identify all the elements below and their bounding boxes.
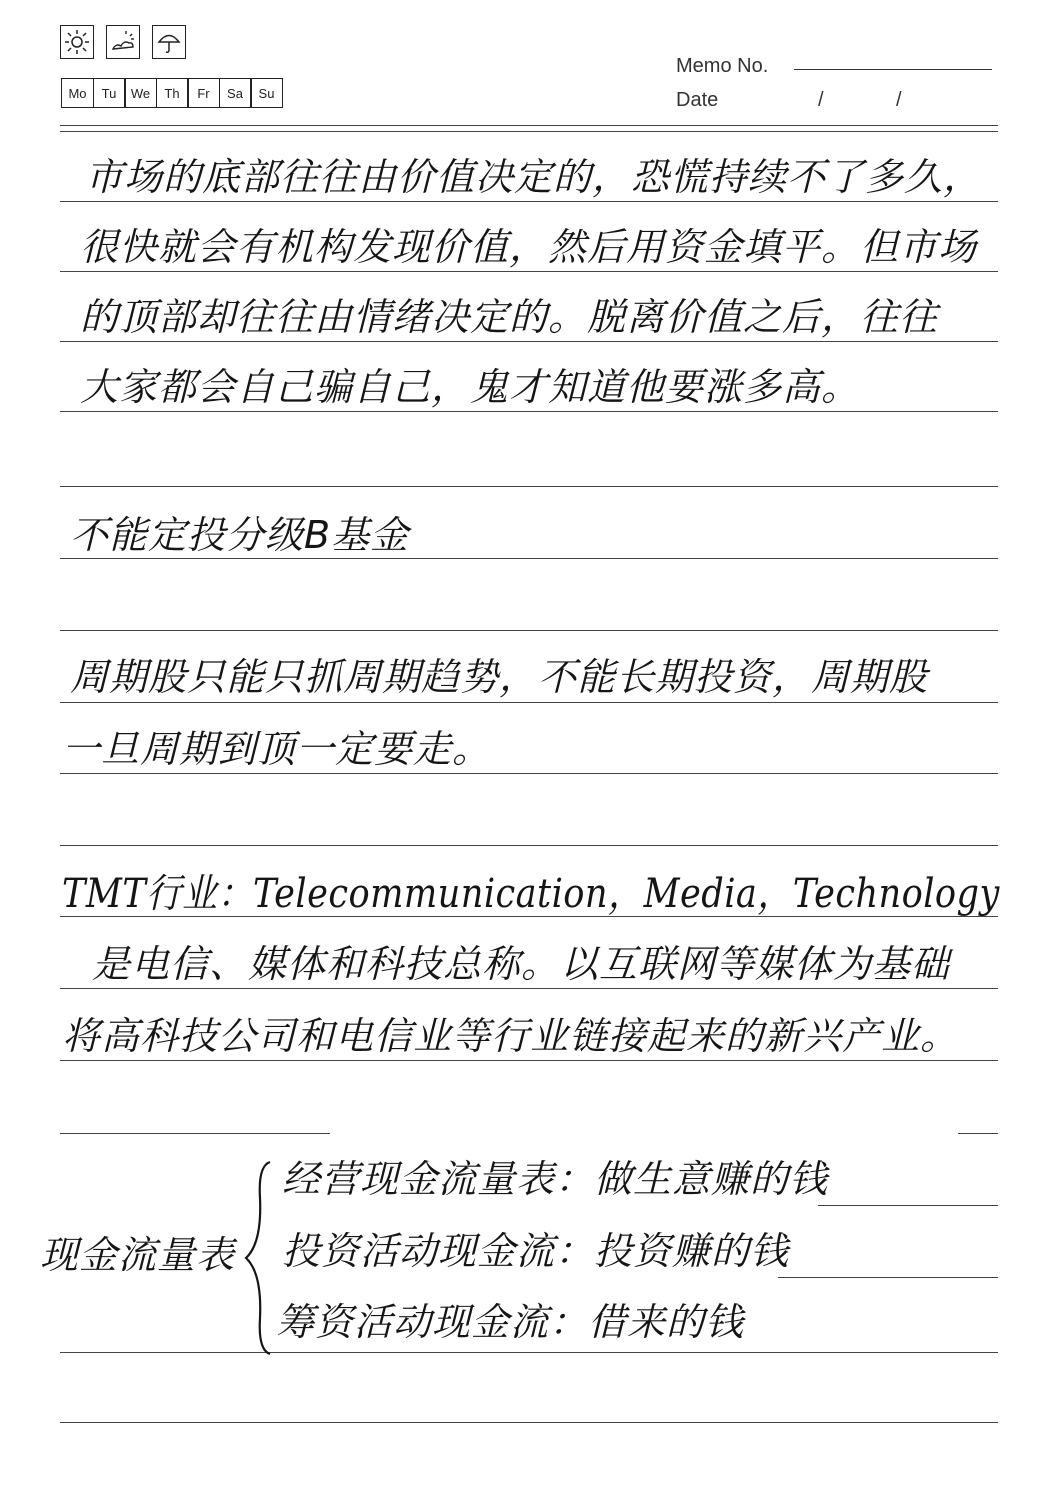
ruled-line (60, 845, 998, 846)
day-thursday: Th (156, 78, 189, 108)
ruled-line (818, 1205, 998, 1206)
ruled-line (60, 630, 998, 631)
handwritten-line: 将高科技公司和电信业等行业链接起来的新兴产业。 (62, 1014, 960, 1058)
day-friday: Fr (187, 78, 220, 108)
umbrella-icon (152, 25, 186, 59)
ruled-line (60, 773, 998, 774)
ruled-line (60, 1422, 998, 1423)
handwritten-line: 一旦周期到顶一定要走。 (62, 727, 492, 771)
cloudy-icon (106, 25, 140, 59)
weather-icons (60, 25, 186, 59)
header-rule (60, 131, 998, 132)
date-separator: / (818, 89, 824, 111)
ruled-line (60, 201, 998, 202)
ruled-line (60, 558, 998, 559)
date-separator: / (896, 89, 902, 111)
handwritten-line: 大家都会自己骗自己，鬼才知道他要涨多高。 (80, 365, 861, 409)
day-saturday: Sa (219, 78, 252, 108)
ruled-line (60, 988, 998, 989)
date-label: Date (676, 89, 719, 111)
day-wednesday: We (124, 78, 157, 108)
memo-number-line (794, 69, 992, 70)
sun-icon (60, 25, 94, 59)
ruled-line (778, 1277, 998, 1278)
day-monday: Mo (61, 78, 94, 108)
handwritten-line: 周期股只能只抓周期趋势，不能长期投资，周期股 (70, 655, 929, 699)
handwritten-line: 是电信、媒体和科技总称。以互联网等媒体为基础 (92, 942, 951, 986)
ruled-line (958, 1133, 998, 1134)
ruled-line (60, 702, 998, 703)
ruled-line (60, 1060, 998, 1061)
ruled-line (60, 341, 998, 342)
weekday-selector (61, 78, 282, 108)
handwritten-line: 很快就会有机构发现价值，然后用资金填平。但市场 (80, 225, 978, 269)
cashflow-title: 现金流量表 (40, 1233, 236, 1277)
ruled-line (60, 1133, 330, 1134)
header-rule (60, 125, 998, 126)
curly-brace-icon (238, 1158, 278, 1358)
cashflow-item: 经营现金流量表：做生意赚的钱 (282, 1157, 829, 1201)
ruled-line (60, 411, 998, 412)
day-tuesday: Tu (93, 78, 126, 108)
memo-number-label: Memo No. (676, 55, 769, 77)
handwritten-line: 市场的底部往往由价值决定的，恐慌持续不了多久， (85, 155, 983, 199)
day-sunday: Su (250, 78, 283, 108)
cashflow-item: 投资活动现金流：投资赚的钱 (282, 1229, 790, 1273)
ruled-line (60, 271, 998, 272)
cashflow-item: 筹资活动现金流：借来的钱 (276, 1300, 745, 1344)
handwritten-line: TMT行业：Telecommunication，Media，Technology (62, 871, 1000, 917)
handwritten-line: 不能定投分级B基金 (70, 513, 410, 557)
ruled-line (60, 486, 998, 487)
ruled-line (60, 1352, 998, 1353)
handwritten-line: 的顶部却往往由情绪决定的。脱离价值之后，往往 (80, 295, 939, 339)
